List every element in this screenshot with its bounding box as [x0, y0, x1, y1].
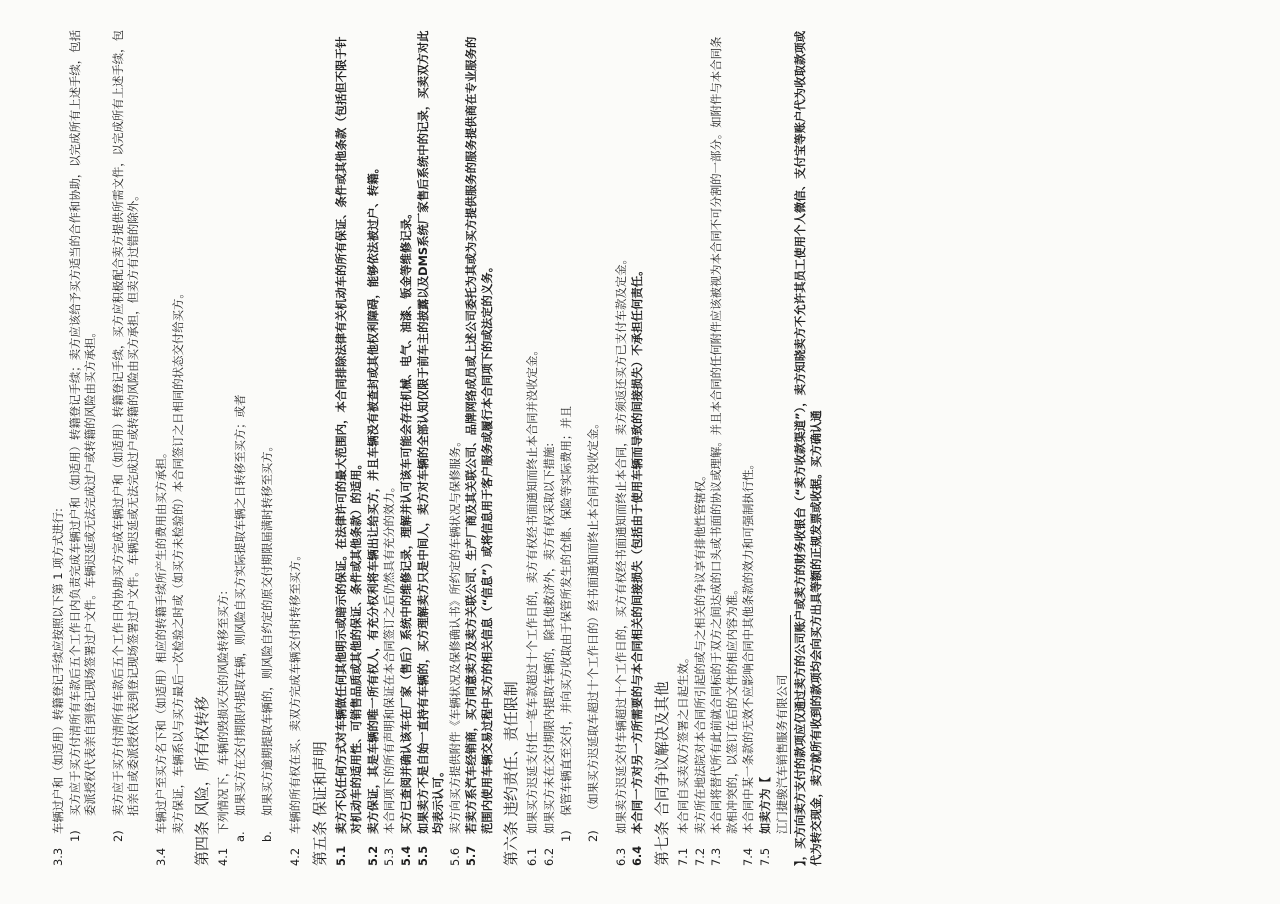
clause-text: 如果卖方迟延交付车辆超过十个工作日的，买方有权经书面通知而终止本合同，卖方须返还买方已支付车款及定金。	[613, 253, 628, 834]
clause-number: 5.7	[464, 845, 479, 866]
item-number: a.	[232, 831, 247, 842]
item-number: 2)	[110, 830, 125, 842]
clause-text: 买方已查阅并确认该车在厂家（售后）系统中的维修记录，理解并认可该车可能会存在机械、电气、油漆、钣金等维修记录。	[398, 207, 413, 834]
clause-5-7	[464, 26, 495, 866]
clause-text: 车辆过户和（如适用）转籍登记手续应按照以下第 1 项方式进行:	[51, 508, 65, 834]
item-text: 买方应于买方付清所有车款后五个工作日内负责完成车辆过户和（如适用）转籍登记手续；卖方应该给予买方适当的合作和协助，以完成所有上述手续，包括委派授权代表亲自到登记现场签署过户文件。车辆迟延或无法完成过户或转籍的风险由买方承担。	[67, 30, 98, 816]
clause-number: 3.4	[153, 847, 168, 866]
item-text: （如果买方迟延取车超过十个工作日的）经书面通知而终止本合同并没收定金。	[586, 417, 601, 816]
item-number: 1)	[67, 830, 82, 842]
clause-number: 6.3	[613, 847, 628, 866]
clause-6-3	[614, 26, 630, 866]
clause-5-6	[448, 26, 464, 866]
clause-3-4	[154, 26, 170, 866]
item-text: 卖方应于买方付清所有车款后五个工作日内协助买方完成车辆过户和（如适用）转籍登记手续，买方应积极配合卖方提供所需文件，以完成所有上述手续，包括亲自或委派授权代表到登记现场签署过户文件。车辆迟延或无法完成过户或转籍的风险由买方承担，但卖方有过错的除外。	[110, 30, 141, 816]
clause-4-1-item-a	[233, 26, 249, 842]
clause-7-5-closing-text: 】，买方向卖方支付的款项应仅通过卖方的公司账户或卖方的财务收银台（“卖方收款渠道”），卖方知晓卖方不允许其员工使用个人微信、支付宝等账户代为收取款项或代为转交现金，卖方就所有收到的款项均会向买方出具等额的正规发票或收据。买方确认通	[793, 30, 823, 866]
clause-label: 如卖方为【	[758, 777, 772, 834]
clause-7-3	[709, 26, 740, 866]
clause-3-3-item-1	[68, 26, 99, 842]
clause-number: 6.2	[542, 847, 557, 866]
clause-number: 3.3	[51, 847, 65, 866]
clause-6-2	[542, 26, 558, 866]
clause-text: 如果买方未在交付期限内提取车辆的，除其他救济外，卖方有权采取以下措施:	[542, 442, 557, 834]
clause-6-1	[525, 26, 541, 866]
section-title-7: 第七条 合同争议解决及其他	[653, 681, 672, 866]
clause-text: 若卖方系汽车经销商，买方同意卖方及卖方关联公司、生产厂商及其关联公司、品牌网络成员或上述公司委托为其或为买方提供服务的服务提供商在专业服务的范围内使用车辆交易过程中买方的相关信息（“信息”）或将信息用于客户服务或履行本合同项下的或法定的义务。	[464, 36, 494, 834]
clause-3-3	[51, 26, 67, 866]
item-text: 保管车辆直至交付，并向买方收取由于保管所发生的仓储、保险等实际费用；并且	[558, 405, 573, 816]
clause-3-3-item-2	[111, 26, 142, 842]
clause-number: 7.2	[692, 847, 707, 866]
clause-number: 5.6	[447, 847, 462, 866]
clause-number: 7.3	[709, 847, 724, 866]
clause-number: 5.3	[382, 847, 397, 866]
clause-text: 本合同将替代所有此前就合同标的于双方之间达成的口头或书面的协议或理解。并且本合同的任何附件应该被视为本合同不可分割的一部分。如附件与本合同条款相冲突的，以签订在后的文件的相应内容为准。	[709, 36, 739, 834]
clause-5-5	[416, 26, 447, 866]
clause-text: 本合同自买卖双方签署之日起生效。	[676, 651, 691, 834]
clause-text: 卖方向买方提供附件《车辆状况及保修确认书》所约定的车辆状况与保修服务。	[447, 435, 462, 834]
clause-4-1	[216, 26, 232, 866]
clause-number: 5.1	[333, 845, 348, 866]
clause-5-3	[382, 26, 398, 866]
contract-body	[50, 26, 824, 866]
clause-4-2	[288, 26, 304, 866]
clause-number: 7.5	[758, 847, 772, 866]
clause-text: 车辆的所有权在买、卖双方完成车辆交付时转移至买方。	[287, 549, 302, 834]
clause-text: 如果买方迟延支付任一笔车款超过十个工作日的，卖方有权经书面通知而终止本合同并没收定金。	[525, 344, 540, 834]
clause-text: 卖方保证，其是车辆的唯一所有权人，有充分权利将车辆出让给买方，并且车辆没有被查封或其他权利障碍，能够依法被过户、转籍。	[365, 161, 380, 834]
clause-number: 4.2	[287, 847, 302, 866]
clause-text: 本合同一方对另一方所需要的与本合同相关的间接损失（包括由于使用车辆而导致的间接损失）不承担任何责任。	[630, 264, 645, 834]
item-text: 如果买方逾期提取车辆的，则风险自约定的原交付期限届满时转移至买方。	[260, 440, 275, 816]
clause-text: 本合同项下的所有声明和保证在本合同签订之后仍然具有充分的效力。	[382, 480, 397, 834]
clause-text: 卖方所在地法院对本合同所引起的或与之相关的争议享有排他性管辖权。	[692, 469, 707, 834]
clause-4-1-item-b	[260, 26, 276, 842]
clause-7-5	[758, 26, 774, 866]
clause-text: 卖方不以任何方式对车辆做任何其他明示或暗示的保证。在法律许可的最大范围内，本合同排除法律有关机动车的所有保证、条件或其他条款（包括但不限于针对机动车的适用性、可销售品质或其他的保证、条件或其他条款）的适用。	[333, 36, 364, 834]
clause-7-4	[741, 26, 757, 866]
clause-text: 本合同中某一条款的无效不应影响合同中其他条款的效力和可强制执行性。	[741, 458, 756, 834]
item-number: 1)	[558, 830, 573, 842]
clause-text: 车辆过户至买方名下和（如适用）相应的转籍手续所产生的费用由买方承担。	[153, 446, 168, 834]
clause-text: 如果卖方不是自始一直持有车辆的，买方理解卖方只是中间人，卖方对车辆的全部认知仅限于前车主的披露以及DMS系统厂家售后系统中的记录，买卖双方对此均表示认可。	[415, 30, 446, 834]
clause-number: 7.4	[741, 847, 756, 866]
item-text: 如果买方在交付期限内提取车辆，则风险自买方实际提取车辆之日转移至买方；或者	[232, 394, 247, 816]
clause-5-4	[399, 26, 415, 866]
clause-number: 5.2	[365, 845, 380, 866]
item-number: 2)	[586, 830, 601, 842]
clause-6-2-item-2	[586, 26, 602, 842]
clause-number: 6.4	[630, 845, 645, 866]
clause-text: 下列情况下，车辆的毁损灭失的风险转移至买方:	[216, 590, 231, 834]
clause-number: 7.1	[676, 847, 691, 866]
clause-5-2	[366, 26, 382, 866]
clause-7-1	[676, 26, 692, 866]
clause-number: 5.4	[398, 845, 413, 866]
clause-6-4	[630, 26, 646, 866]
clause-number: 6.1	[525, 847, 540, 866]
clause-number: 4.1	[216, 847, 231, 866]
clause-5-1	[334, 26, 365, 866]
section-title-5: 第五条 保证和声明	[310, 741, 329, 866]
clause-number: 5.5	[415, 845, 430, 866]
clause-3-4-continuation: 卖方保证，车辆系以与买方最后一次检验之时或（如买方未检验的）本合同签订之日相同的状态交付给买方。	[170, 287, 185, 834]
section-title-6: 第六条 违约责任、责任限制	[502, 681, 521, 866]
clause-6-2-item-1	[559, 26, 575, 842]
section-title-4: 第四条 风险，所有权转移	[193, 696, 212, 866]
seller-company-name: 江门捷骏汽车销售服务有限公司	[775, 615, 792, 834]
clause-7-2	[693, 26, 709, 866]
item-number: b.	[260, 831, 275, 842]
